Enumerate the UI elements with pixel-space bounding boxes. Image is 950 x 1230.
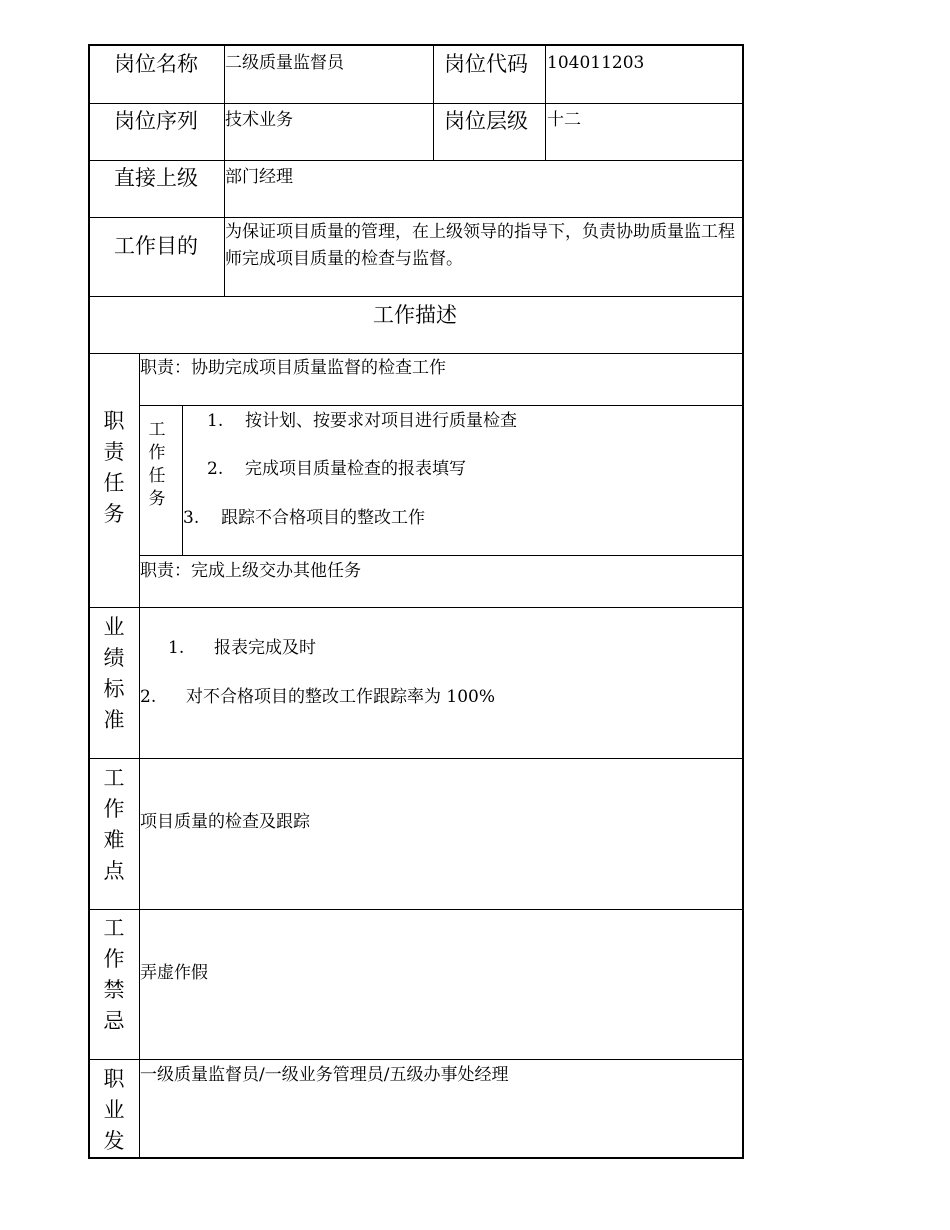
task-2-num: 2.: [207, 459, 224, 479]
tasks-label: 工 作 任 务: [148, 420, 166, 509]
level-value: 十二: [547, 110, 581, 130]
performance-label: 业 绩 标 准: [103, 615, 125, 732]
duty-1: 职责：协助完成项目质量监督的检查工作: [140, 358, 446, 378]
superior-label: 直接上级: [114, 166, 198, 190]
duty-2: 职责：完成上级交办其他任务: [140, 561, 361, 581]
task-3-text: 跟踪不合格项目的整改工作: [221, 508, 425, 528]
task-1-num: 1.: [207, 411, 224, 431]
purpose-label: 工作目的: [114, 234, 198, 258]
col-divider: [182, 405, 183, 555]
career-text: 一级质量监督员/一级业务管理员/五级办事处经理: [140, 1065, 509, 1085]
task-3-num: 3.: [183, 508, 200, 528]
row-divider: [88, 160, 744, 161]
row-divider: [88, 607, 744, 608]
purpose-value: 为保证项目质量的管理，在上级领导的指导下，负责协助质量监工程师完成项目质量的检查与监督。: [225, 222, 735, 269]
position-name-value: 二级质量监督员: [225, 53, 344, 73]
task-1-text: 按计划、按要求对项目进行质量检查: [245, 411, 517, 431]
task-2-text: 完成项目质量检查的报表填写: [245, 459, 466, 479]
prohibition-label: 工 作 禁 忌: [103, 916, 125, 1033]
series-label: 岗位序列: [114, 109, 198, 133]
performance-2-text: 对不合格项目的整改工作跟踪率为 100%: [186, 687, 496, 707]
difficulty-text: 项目质量的检查及跟踪: [140, 812, 310, 832]
series-value: 技术业务: [225, 110, 293, 130]
row-divider: [88, 296, 744, 297]
performance-2-num: 2.: [140, 687, 157, 707]
difficulty-label: 工 作 难 点: [103, 766, 125, 883]
table-frame: [88, 44, 744, 1159]
row-divider: [88, 909, 744, 910]
career-label: 职 业 发: [103, 1067, 125, 1153]
col-divider: [139, 353, 140, 1159]
performance-1-text: 报表完成及时: [214, 638, 316, 658]
position-code-label: 岗位代码: [444, 52, 528, 76]
row-divider: [88, 217, 744, 218]
col-divider: [433, 44, 434, 160]
superior-value: 部门经理: [225, 167, 293, 187]
level-label: 岗位层级: [444, 109, 528, 133]
description-title: 工作描述: [373, 303, 457, 327]
row-divider: [88, 1059, 744, 1060]
row-divider: [139, 555, 744, 556]
position-name-label: 岗位名称: [114, 52, 198, 76]
row-divider: [88, 103, 744, 104]
row-divider: [88, 353, 744, 354]
col-divider: [545, 44, 546, 160]
row-divider: [139, 405, 744, 406]
position-code-value: 104011203: [547, 53, 645, 73]
row-divider: [88, 758, 744, 759]
prohibition-text: 弄虚作假: [140, 963, 208, 983]
performance-1-num: 1.: [168, 638, 185, 658]
duties-label: 职 责 任 务: [103, 409, 125, 526]
